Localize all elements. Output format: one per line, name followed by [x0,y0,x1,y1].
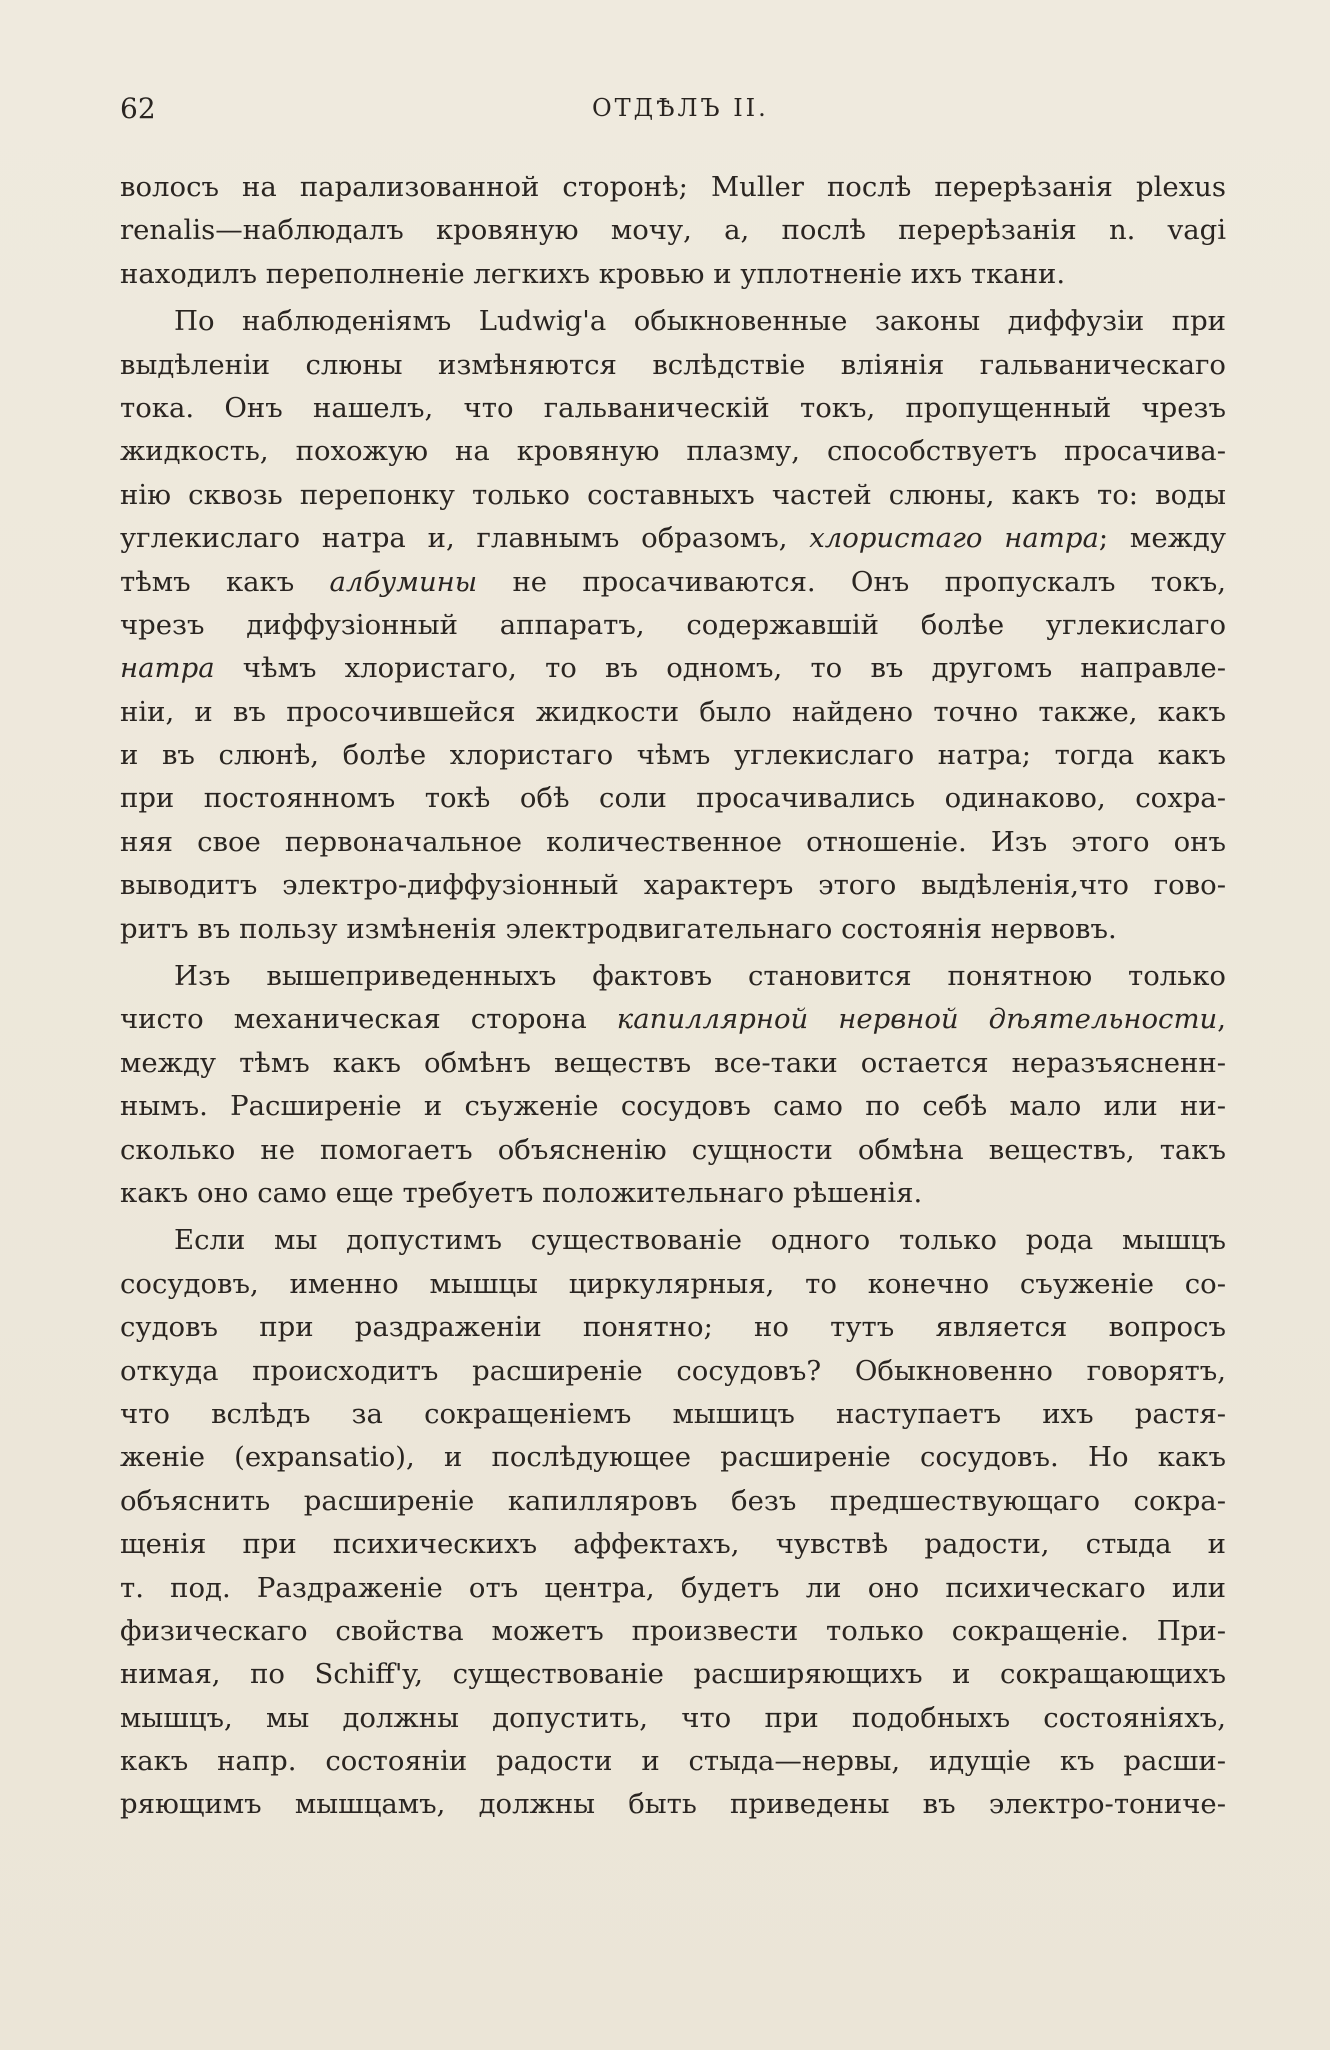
text-line [120,561,1226,604]
text-segment: объяснить расширеніе капилляровъ безъ предшествующаго сокра- [120,1484,1226,1517]
text-segment: при постоянномъ токѣ обѣ соли просачивались одинаково, сохра- [120,782,1226,815]
text-segment: углекислаго натра и, главнымъ образомъ, [120,522,810,555]
text-line [120,1263,1226,1306]
text-line [120,1129,1226,1172]
text-line [120,647,1226,690]
text-line [120,955,1226,998]
text-line [120,1436,1226,1479]
text-segment: , [1217,1003,1226,1036]
text-line [120,734,1226,777]
text-line [120,1172,1226,1215]
italic-term: албумины [329,565,478,598]
text-segment: няя свое первоначальное количественное отношеніе. Изъ этого онъ [120,825,1226,858]
text-segment: ніи, и въ просочившейся жидкости было найдено точно также, какъ [120,695,1226,728]
text-segment: т. под. Раздраженіе отъ центра, будетъ ли оно психическаго или [120,1571,1226,1604]
text-line [120,430,1226,473]
text-segment: не просачиваются. Онъ пропускалъ токъ, [477,565,1226,598]
italic-term: капиллярной нервной дѣятельности [616,1003,1218,1036]
text-segment: мышцъ, мы должны допустить, что при подобныхъ состояніяхъ, [120,1701,1226,1734]
text-line [120,1697,1226,1740]
text-line [120,777,1226,820]
page-number: 62 [120,92,156,125]
text-segment: ряющимъ мышцамъ, должны быть приведены въ электро-тониче- [120,1788,1226,1821]
text-line [120,1219,1226,1262]
text-line [120,209,1226,252]
text-line [120,1306,1226,1349]
text-segment: откуда происходитъ расширеніе сосудовъ? Обыкновенно говорятъ, [120,1354,1226,1387]
text-segment: ; между [1098,522,1226,555]
text-line [120,998,1226,1041]
text-line [120,821,1226,864]
text-segment: выдѣленіи слюны измѣняются вслѣдствіе вліянія гальваническаго [120,348,1226,381]
text-line [120,1740,1226,1783]
text-segment: сколько не помогаетъ объясненію сущности обмѣна веществъ, такъ [120,1133,1226,1166]
text-line [120,1783,1226,1826]
text-segment: что вслѣдъ за сокращеніемъ мышицъ наступаетъ ихъ растя- [120,1397,1226,1430]
text-line [120,1085,1226,1128]
text-line [120,517,1226,560]
text-segment: Изъ вышеприведенныхъ фактовъ становится понятною только [174,960,1226,993]
text-segment: жидкость, похожую на кровяную плазму, способствуетъ просачива- [120,435,1226,468]
text-segment: тѣмъ какъ [120,565,330,598]
text-segment: нимая, по Schiff'y, существованіе расширяющихъ и сокращающихъ [120,1658,1226,1691]
text-segment: находилъ переполненіе легкихъ кровью и уплотненіе ихъ ткани. [120,257,1066,290]
text-line [120,1610,1226,1653]
text-segment: какъ оно само еще требуетъ положительнаго рѣшенія. [120,1176,923,1209]
body-text [120,166,1226,1827]
text-segment: ритъ въ пользу измѣненія электродвигательнаго состоянія нервовъ. [120,912,1117,945]
text-line [120,864,1226,907]
text-segment: нымъ. Расширеніе и съуженіе сосудовъ само по себѣ мало или ни- [120,1090,1226,1123]
text-segment: По наблюденіямъ Ludwig'a обыкновенные законы диффузіи при [174,305,1226,338]
text-line [120,344,1226,387]
text-line [120,1523,1226,1566]
text-line [120,604,1226,647]
page-header [120,92,1225,136]
text-line [120,1567,1226,1610]
text-line [120,300,1226,343]
text-segment: судовъ при раздраженіи понятно; но тутъ является вопросъ [120,1311,1226,1344]
text-line [120,1653,1226,1696]
text-line [120,387,1226,430]
text-line [120,1393,1226,1436]
text-line [120,253,1226,296]
text-segment: Если мы допустимъ существованіе одного только рода мышцъ [174,1224,1226,1257]
text-segment: физическаго свойства можетъ произвести только сокращеніе. При- [120,1614,1226,1647]
text-line [120,166,1226,209]
text-segment: чѣмъ хлористаго, то въ одномъ, то въ другомъ направле- [214,652,1226,685]
text-line [120,1480,1226,1523]
italic-term: натра [120,652,215,685]
running-head: ОТДѢЛЪ II. [592,94,769,122]
text-segment: между тѣмъ какъ обмѣнъ веществъ все-таки остается неразъясненн- [120,1046,1226,1079]
text-line [120,691,1226,734]
text-line [120,1042,1226,1085]
text-segment: выводитъ электро-диффузіонный характеръ этого выдѣленія,что гово- [120,869,1226,902]
text-segment: женіе (expansatio), и послѣдующее расширеніе сосудовъ. Но какъ [120,1441,1226,1474]
text-segment: нію сквозь перепонку только составныхъ частей слюны, какъ то: воды [120,478,1226,511]
italic-term: хлористаго натра [809,522,1099,555]
text-line [120,1350,1226,1393]
text-segment: волосъ на парализованной сторонѣ; Muller послѣ перерѣзанія plexus [120,171,1226,203]
text-segment: какъ напр. состояніи радости и стыда—нервы, идущіе къ расши- [120,1745,1226,1778]
text-segment: сосудовъ, именно мышцы циркулярныя, то конечно съуженіе со- [120,1267,1226,1300]
text-segment: тока. Онъ нашелъ, что гальваническій токъ, пропущенный чрезъ [120,391,1226,424]
text-segment: чисто механическая сторона [120,1003,617,1036]
text-segment: чрезъ диффузіонный аппаратъ, содержавшій болѣе углекислаго [120,608,1226,641]
text-segment: щенія при психическихъ аффектахъ, чувствѣ радости, стыда и [120,1528,1226,1561]
text-line [120,908,1226,951]
text-segment: renalis—наблюдалъ кровяную мочу, а, послѣ перерѣзанія n. vagi [120,214,1226,247]
text-segment: и въ слюнѣ, болѣе хлористаго чѣмъ углекислаго натра; тогда какъ [120,739,1226,772]
text-line [120,474,1226,517]
